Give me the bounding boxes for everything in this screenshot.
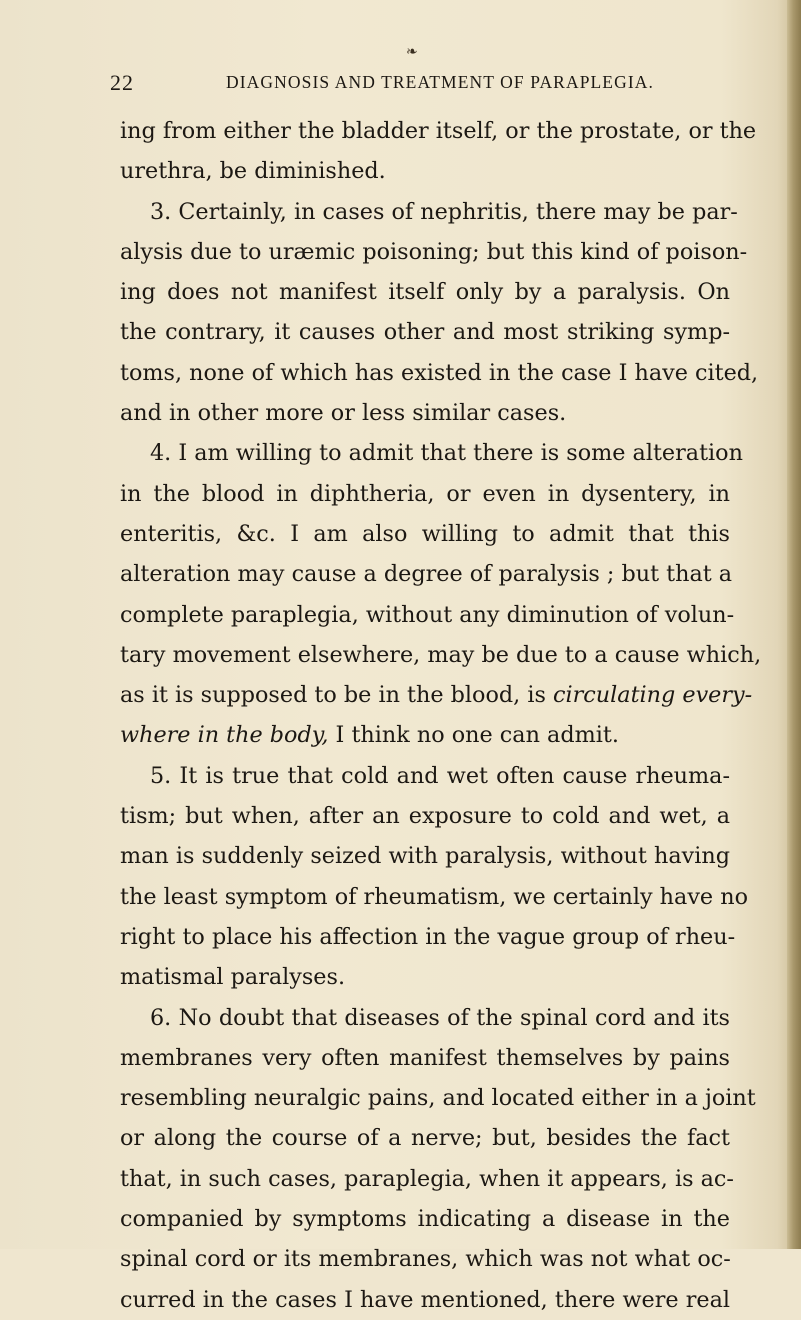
text-run: I think no one can admit. [328, 722, 619, 749]
text-line: companied by symptoms indicating a disease in the [120, 1206, 730, 1233]
text-line: curred in the cases I have mentioned, there were real [120, 1286, 730, 1313]
text-line: ing does not manifest itself only by a paralysis. On [120, 279, 730, 306]
page-edge-shadow [787, 0, 801, 1249]
text-line: alteration may cause a degree of paralysis ; but that a [120, 561, 733, 588]
text-line: or along the course of a nerve; but, besides the fact [120, 1125, 730, 1152]
text-line: alysis due to uræmic poisoning; but this kind of poison- [120, 238, 748, 265]
page-number: 22 [110, 70, 134, 95]
text-line: toms, none of which has existed in the case I have cited, [120, 359, 759, 386]
text-line: urethra, be diminished. [120, 158, 386, 185]
text-line: that, in such cases, paraplegia, when it appears, is ac- [120, 1165, 734, 1192]
text-line: enteritis, &c. I am also willing to admit that this [120, 520, 730, 547]
text-line: spinal cord or its membranes, which was not what oc- [120, 1246, 731, 1273]
text-line: 6. No doubt that diseases of the spinal cord and its [150, 1004, 730, 1031]
text-line: membranes very often manifest themselves by pains [120, 1044, 730, 1071]
running-head [110, 44, 730, 98]
text-line: resembling neuralgic pains, and located either in a joint [120, 1085, 756, 1112]
text-run: as it is supposed to be in the blood, is [120, 682, 554, 709]
text-line: the least symptom of rheumatism, we certainly have no [120, 883, 748, 910]
text-line: right to place his affection in the vague group of rheu- [120, 923, 736, 950]
text-line: tism; but when, after an exposure to cold and wet, a [120, 803, 730, 830]
text-line: in the blood in diphtheria, or even in dysentery, in [120, 480, 730, 507]
printer-mark-icon: ❧ [406, 44, 418, 60]
text-line: tary movement elsewhere, may be due to a cause which, [120, 641, 762, 668]
italic-run: where in the body, [120, 722, 329, 749]
text-line: and in other more or less similar cases. [120, 400, 567, 427]
body-text [120, 111, 762, 1320]
text-line-mixed [120, 715, 730, 755]
text-line: ing from either the bladder itself, or the prostate, or the [120, 118, 757, 144]
text-line: 3. Certainly, in cases of nephritis, there may be par- [150, 198, 738, 225]
text-line: man is suddenly seized with paralysis, without having [120, 843, 730, 870]
text-line: matismal paralyses. [120, 964, 346, 991]
text-line-mixed [120, 675, 753, 715]
italic-run: circulating every- [553, 682, 753, 709]
running-title: DIAGNOSIS AND TREATMENT OF PARAPLEGIA. [226, 72, 654, 92]
text-line: 5. It is true that cold and wet often cause rheuma- [150, 762, 730, 789]
text-line: 4. I am willing to admit that there is some alteration [150, 440, 743, 467]
text-line: complete paraplegia, without any diminution of volun- [120, 601, 735, 628]
text-line: the contrary, it causes other and most striking symp- [120, 319, 730, 346]
